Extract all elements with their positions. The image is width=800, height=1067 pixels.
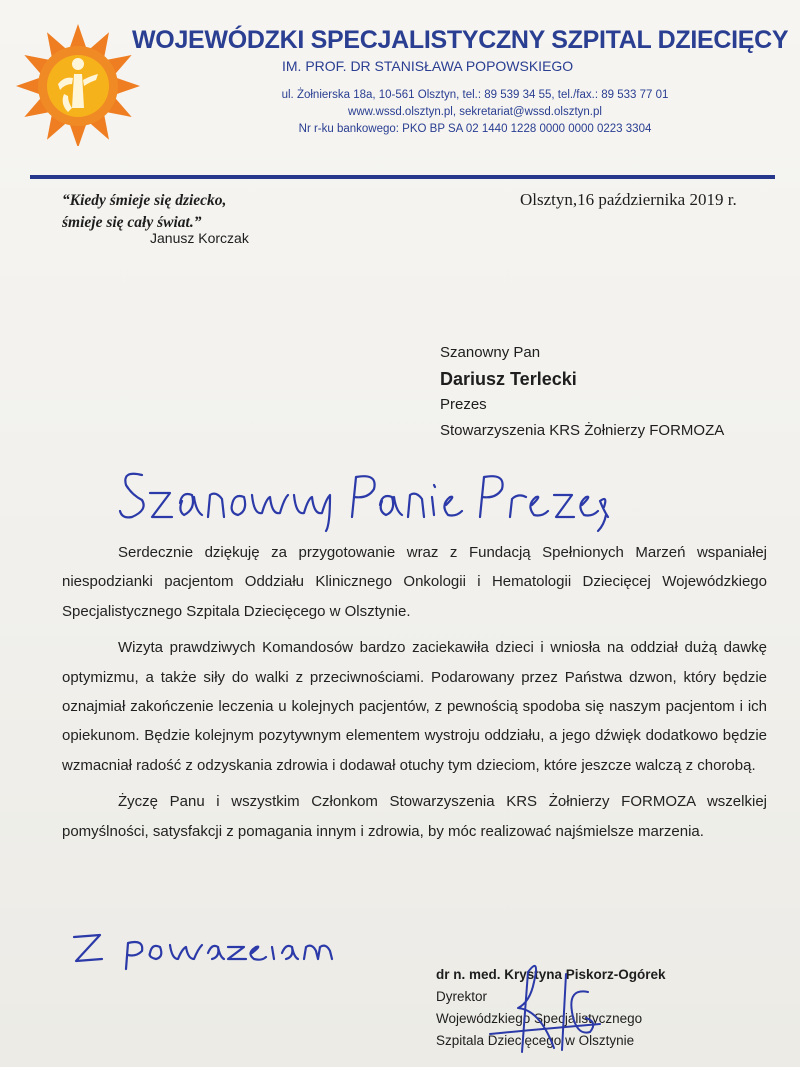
recipient-salutation: Szanowny Pan <box>440 344 541 361</box>
hospital-address: ul. Żołnierska 18a, 10-561 Olsztyn, tel.: 89 539 34 55, tel./fax.: 89 533 77 01 <box>281 89 669 101</box>
hospital-subtitle: IM. PROF. DR STANISŁAWA POPOWSKIEGO <box>282 58 574 74</box>
motto-line-1: “Kiedy śmieje się dziecko, <box>62 192 227 209</box>
letter-date: Olsztyn,16 października 2019 r. <box>520 190 737 209</box>
motto-quote <box>62 190 226 234</box>
signatory-role: Dyrektor <box>436 989 488 1004</box>
signatory-org-line-2: Szpitala Dziecięcego w Olsztynie <box>436 1033 635 1048</box>
handwritten-greeting <box>112 455 612 535</box>
letterhead-divider <box>30 175 775 179</box>
body-paragraph-2: Wizyta prawdziwych Komandosów bardzo zaciekawiła dzieci i wniosła na oddział dużą dawkę optymizmu, a także siły do walki z przeciwnościami. Podarowany przez Państwa dzwon, który będzie oznajmiał zakończenie leczenia u kolejnych pacjentów, z pewnością spodoba się naszym pacjentom i ich opiekunom. Będzie kolejnym pozytywnym elementem wystroju oddziału, a jego dźwięk dodatkowo będzie wzmacniał radość z odzyskania zdrowia i dodawał otuchy tym dzieciom, które jeszcze walczą z chorobą. <box>62 639 767 774</box>
sun-child-logo-icon <box>14 22 146 146</box>
handwritten-signature <box>470 952 610 1057</box>
body-paragraph-1: Serdecznie dziękuję za przygotowanie wraz z Fundacją Spełnionych Marzeń wspaniałej niespodzianki pacjentom Oddziału Klinicznego Onkologii i Hematologii Dziecięcej Wojewódzkiego Specjalistycznego Szpitala Dziecięcego w Olsztynie. <box>62 544 767 620</box>
body-paragraph-3: Życzę Panu i wszystkim Członkom Stowarzyszenia KRS Żołnierzy FORMOZA wszelkiej pomyślności, satysfakcji z pomagania innym i zdrowia, by móc realizować najśmielsze marzenia. <box>62 793 767 840</box>
recipient-organization: Stowarzyszenia KRS Żołnierzy FORMOZA <box>440 422 725 439</box>
hospital-bank-account: Nr r-ku bankowego: PKO BP SA 02 1440 1228 0000 0000 0223 3304 <box>298 123 652 135</box>
recipient-title: Prezes <box>440 396 487 413</box>
signatory-name: dr n. med. Krystyna Piskorz-Ogórek <box>436 967 666 982</box>
letter-body <box>62 538 767 853</box>
hospital-name: WOJEWÓDZKI SPECJALISTYCZNY SZPITAL DZIECIĘCY <box>132 26 789 54</box>
hospital-web-email: www.wssd.olsztyn.pl, sekretariat@wssd.olsztyn.pl <box>348 106 602 118</box>
motto-line-2: śmieje się cały świat.” <box>62 214 202 231</box>
handwritten-closing <box>66 925 386 975</box>
recipient-block <box>440 340 724 444</box>
motto-author: Janusz Korczak <box>150 230 249 246</box>
signatory-org-line-1: Wojewódzkiego Specjalistycznego <box>436 1011 643 1026</box>
recipient-name: Dariusz Terlecki <box>440 369 577 389</box>
